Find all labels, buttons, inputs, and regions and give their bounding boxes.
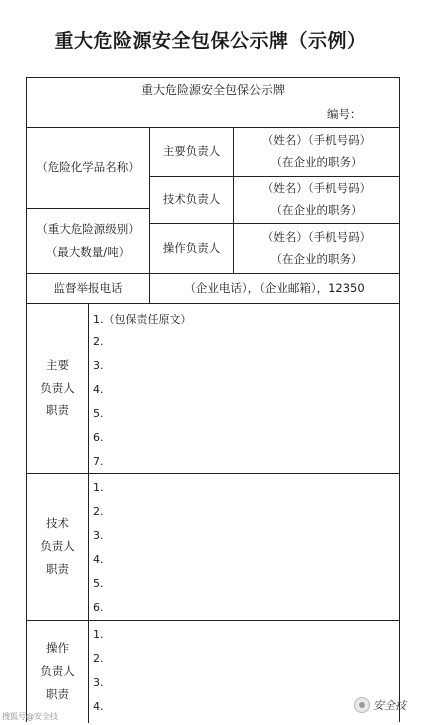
duty-label-line: 职责 bbox=[46, 561, 69, 576]
duty-item: 2. bbox=[93, 652, 104, 665]
duty-label-line: 技术 bbox=[46, 516, 69, 531]
role-position-text: （在企业的职务） bbox=[270, 203, 363, 217]
duty-item: 5. bbox=[93, 577, 104, 590]
duty-item: 3. bbox=[93, 676, 104, 689]
duty-item: 4. bbox=[93, 383, 104, 396]
role-position-text: （在企业的职务） bbox=[270, 155, 363, 169]
watermark-account-name: 安全技 bbox=[373, 699, 406, 712]
duty-label-line: 职责 bbox=[46, 686, 69, 701]
duty-item: 7. bbox=[93, 455, 104, 468]
hotline-label: 监督举报电话 bbox=[53, 280, 123, 295]
source-watermark-right bbox=[354, 692, 414, 718]
duty-item: 3. bbox=[93, 529, 104, 542]
duty-label-technical bbox=[27, 474, 88, 620]
hotline-value: （企业电话），（企业邮箱），12350 bbox=[184, 280, 365, 295]
duty-item: 1.（包保责任原文） bbox=[93, 313, 192, 326]
duty-item: 2. bbox=[93, 505, 104, 518]
role-contact-text: （姓名）（手机号码） bbox=[261, 229, 372, 244]
duty-item: 5. bbox=[93, 407, 104, 420]
serial-number-label: 编号： bbox=[327, 107, 362, 121]
duty-item: 1. bbox=[93, 628, 104, 641]
rule-duty-col bbox=[88, 303, 89, 723]
board-header: 重大危险源安全包保公示牌 bbox=[140, 82, 285, 97]
duty-label-operation bbox=[27, 621, 88, 723]
hazard-level-cell bbox=[27, 209, 149, 273]
duty-item: 2. bbox=[93, 335, 104, 348]
duty-label-line: 职责 bbox=[46, 403, 69, 418]
role-contact-operation bbox=[234, 224, 399, 273]
chemical-name-cell: （危险化学品名称） bbox=[36, 160, 140, 175]
role-contact-principal bbox=[234, 128, 399, 176]
duty-label-line: 操作 bbox=[46, 641, 69, 656]
duty-item: 3. bbox=[93, 359, 104, 372]
duty-item: 1. bbox=[93, 481, 104, 494]
duty-item: 4. bbox=[93, 553, 104, 566]
hazard-level-label: （重大危险源级别） bbox=[36, 221, 140, 236]
disclosure-board-table bbox=[26, 77, 400, 722]
source-watermark-left: 搜狐号@安全技 bbox=[2, 712, 58, 721]
duty-item: 4. bbox=[93, 700, 104, 713]
duty-label-line: 主要 bbox=[46, 357, 69, 372]
max-quantity-label: （最大数量/吨） bbox=[45, 244, 131, 259]
duty-label-line: 负责人 bbox=[40, 380, 75, 395]
duty-item: 6. bbox=[93, 601, 104, 614]
duty-label-principal bbox=[27, 304, 88, 473]
role-label-technical: 技术负责人 bbox=[162, 192, 221, 207]
duty-label-line: 负责人 bbox=[40, 664, 75, 679]
document-title: 重大危险源安全包保公示牌（示例） bbox=[54, 30, 367, 52]
role-contact-text: （姓名）（手机号码） bbox=[261, 181, 372, 196]
duty-label-line: 负责人 bbox=[40, 539, 75, 554]
role-contact-technical bbox=[234, 177, 399, 223]
duty-item: 6. bbox=[93, 431, 104, 444]
role-contact-text: （姓名）（手机号码） bbox=[261, 133, 372, 148]
role-label-principal: 主要负责人 bbox=[162, 144, 221, 159]
wechat-account-icon bbox=[354, 697, 370, 713]
role-label-operation: 操作负责人 bbox=[162, 240, 221, 255]
role-position-text: （在企业的职务） bbox=[270, 251, 363, 266]
